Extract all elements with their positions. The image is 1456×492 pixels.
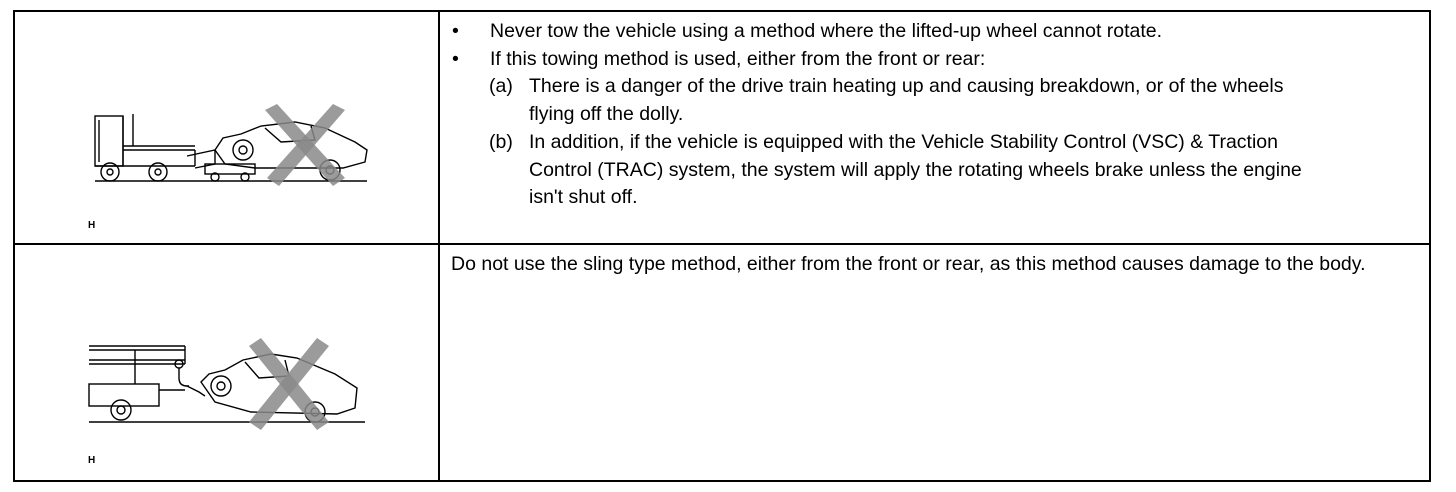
bullet-marker: • — [452, 48, 459, 70]
prohibited-cross-icon — [249, 338, 329, 430]
row1-text-cell — [440, 12, 1429, 243]
sub-item-text: flying off the dolly. — [529, 103, 684, 125]
row2-text-cell — [440, 245, 1429, 482]
sub-item-label: (a) — [489, 75, 513, 97]
sub-item-text: There is a danger of the drive train heating up and causing breakdown, or of the wheels — [529, 75, 1284, 97]
row2-image-cell — [15, 245, 438, 482]
prohibited-cross-icon — [265, 104, 345, 186]
wheel-lift-tow-illustration — [75, 104, 375, 189]
sub-item-label: (b) — [489, 131, 513, 153]
illustration-code: H — [88, 455, 96, 466]
towing-caution-table — [13, 10, 1431, 482]
bullet-marker: • — [452, 20, 459, 42]
sub-item-text: Control (TRAC) system, the system will apply the rotating wheels brake unless the engine — [529, 159, 1302, 181]
bullet-text: Never tow the vehicle using a method where the lifted-up wheel cannot rotate. — [490, 20, 1163, 42]
sling-tow-illustration — [75, 330, 375, 435]
bullet-text: If this towing method is used, either from the front or rear: — [490, 48, 986, 70]
row1-image-cell — [15, 12, 438, 243]
sub-item-text: In addition, if the vehicle is equipped with the Vehicle Stability Control (VSC) & Traction — [529, 131, 1278, 153]
sub-item-text: isn't shut off. — [529, 186, 638, 208]
sling-warning-text: Do not use the sling type method, either from the front or rear, as this method causes damage to the body. — [451, 253, 1366, 275]
illustration-code: H — [88, 220, 96, 231]
